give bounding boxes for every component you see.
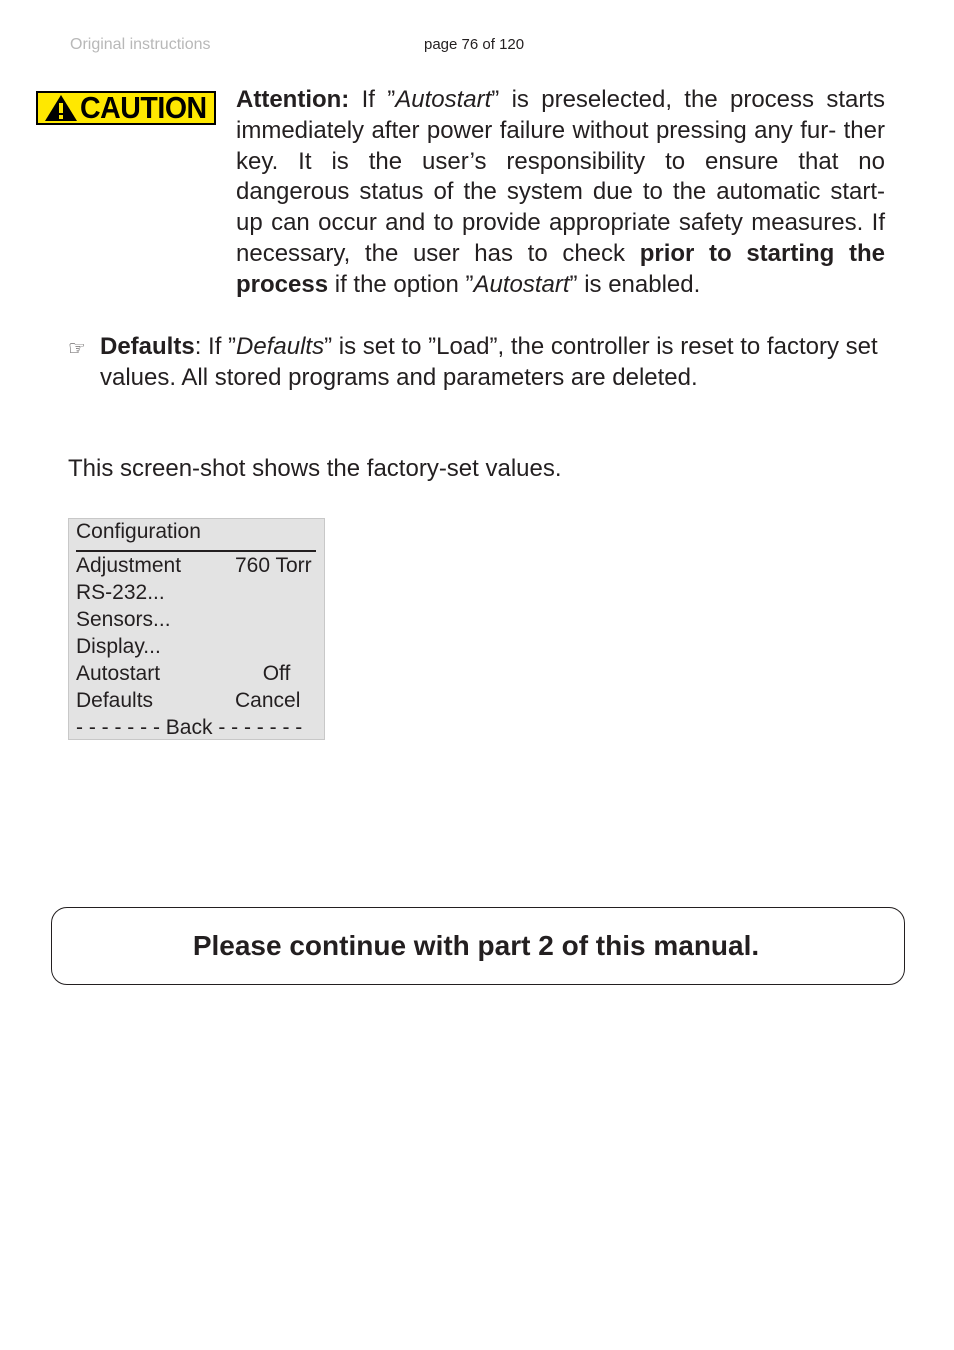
menu-row-sensors [76,608,318,635]
caution-label [36,91,216,125]
menu-row-label: Autostart [76,662,161,685]
menu-title-divider [76,550,316,552]
defaults-text-1: : If ” [194,333,237,360]
attention-lead: Attention: [236,86,350,113]
attention-bold-phrase: prior to starting the process [236,239,885,298]
attention-text-2: ” is preselected, the process starts immediately after power failure without pressing any fur- ther key. It is the user’s responsibility to ensure that no dangerous status of the system due to the automatic start- up can occur and to provide appropriate safety measures. If necessary, the user has to check [236,86,885,267]
menu-row-value: Off [262,662,291,685]
attention-text-4: ” is enabled. [569,270,701,298]
defaults-bullet-item [68,331,886,393]
configuration-menu-screenshot [68,518,325,740]
attention-paragraph [236,85,885,301]
attention-text-1: If ” [349,86,396,113]
defaults-text-2: ” is set to ”Load”, the controller is reset to factory set values. All stored programs and parameters are deleted. [100,333,878,391]
header-document-type: Original instructions [70,36,211,53]
menu-row-display [76,635,318,662]
caution-text: CAUTION [80,90,207,125]
warning-triangle-icon [44,94,78,122]
menu-row-label: Adjustment [76,554,182,577]
defaults-term-italic: Defaults [236,333,325,360]
header-page-number: page 76 of 120 [424,36,525,53]
menu-row-defaults [76,689,318,716]
menu-row-label: RS-232... [76,581,165,604]
attention-autostart-term: Autostart [395,86,492,113]
attention-text-3: if the option ” [328,270,474,298]
defaults-text [100,331,886,393]
defaults-term: Defaults [100,333,195,360]
menu-row-value: Cancel [235,689,301,712]
screenshot-note: This screen-shot shows the factory-set values. [68,455,562,482]
menu-row-adjustment [76,554,318,581]
menu-row-rs232 [76,581,318,608]
pointing-hand-icon: ☞ [68,338,86,360]
menu-row-label: Defaults [76,689,154,712]
menu-row-label: Sensors... [76,608,171,631]
continue-notice-box [51,907,905,985]
menu-row-value: 760 Torr [235,554,312,577]
continue-notice-text: Please continue with part 2 of this manual. [192,930,760,961]
menu-back-item: - - - - - - - Back - - - - - - - [76,716,303,739]
menu-title: Configuration [76,520,201,543]
attention-autostart-term-2: Autostart [473,270,570,298]
menu-row-label: Display... [76,635,161,658]
menu-row-autostart [76,662,318,689]
